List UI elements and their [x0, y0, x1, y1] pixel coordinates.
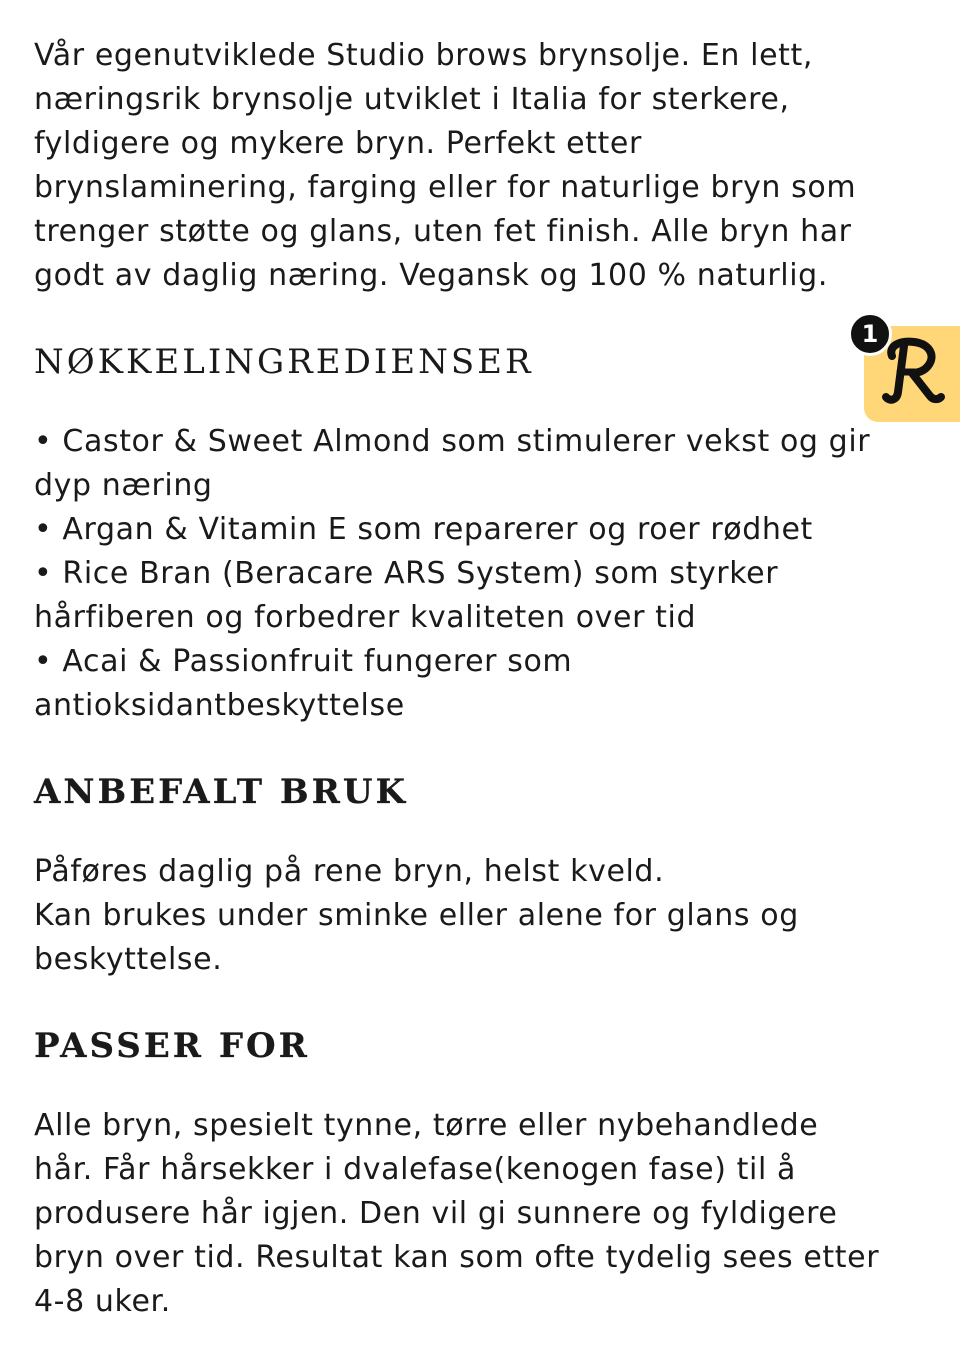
intro-line: Vår egenutviklede Studio brows brynsolje. En lett,: [34, 38, 814, 73]
intro-line: fyldigere og mykere bryn. Perfekt etter: [34, 126, 642, 161]
suitable-line: hår. Får hårsekker i dvalefase(kenogen fase) til å: [34, 1152, 797, 1187]
use-line: Påføres daglig på rene bryn, helst kveld.: [34, 854, 665, 889]
use-line: beskyttelse.: [34, 942, 223, 977]
r-logo-icon: [878, 334, 948, 414]
intro-line: brynslaminering, farging eller for naturlige bryn som: [34, 170, 857, 205]
suitable-line: 4-8 uker.: [34, 1284, 171, 1319]
suitable-line: Alle bryn, spesielt tynne, tørre eller nybehandlede: [34, 1108, 819, 1143]
ingredient-line: dyp næring: [34, 468, 213, 503]
ingredient-line: • Acai & Passionfruit fungerer som: [34, 644, 573, 679]
ingredient-line: antioksidantbeskyttelse: [34, 688, 405, 723]
suitable-for-heading: PASSER FOR: [34, 1026, 310, 1066]
suitable-line: produsere hår igjen. Den vil gi sunnere og fyldigere: [34, 1196, 838, 1231]
recommended-use-heading: ANBEFALT BRUK: [34, 772, 409, 812]
intro-line: næringsrik brynsolje utviklet i Italia for sterkere,: [34, 82, 790, 117]
intro-paragraph: [34, 34, 934, 298]
floating-reward-badge[interactable]: [848, 312, 960, 424]
intro-line: trenger støtte og glans, uten fet finish. Alle bryn har: [34, 214, 852, 249]
ingredient-line: • Rice Bran (Beracare ARS System) som styrker: [34, 556, 779, 591]
notification-count-badge: 1: [848, 312, 892, 356]
product-description: [34, 34, 934, 1324]
ingredient-line: • Argan & Vitamin E som reparerer og roer rødhet: [34, 512, 813, 547]
recommended-use-paragraph: [34, 850, 934, 982]
key-ingredients-list: [34, 420, 934, 728]
ingredient-line: • Castor & Sweet Almond som stimulerer vekst og gir: [34, 424, 871, 459]
key-ingredients-heading: NØKKELINGREDIENSER: [34, 342, 534, 382]
suitable-line: bryn over tid. Resultat kan som ofte tydelig sees etter: [34, 1240, 880, 1275]
ingredient-line: hårfiberen og forbedrer kvaliteten over tid: [34, 600, 697, 635]
suitable-for-paragraph: [34, 1104, 934, 1324]
use-line: Kan brukes under sminke eller alene for glans og: [34, 898, 799, 933]
intro-line: godt av daglig næring. Vegansk og 100 % naturlig.: [34, 258, 828, 293]
